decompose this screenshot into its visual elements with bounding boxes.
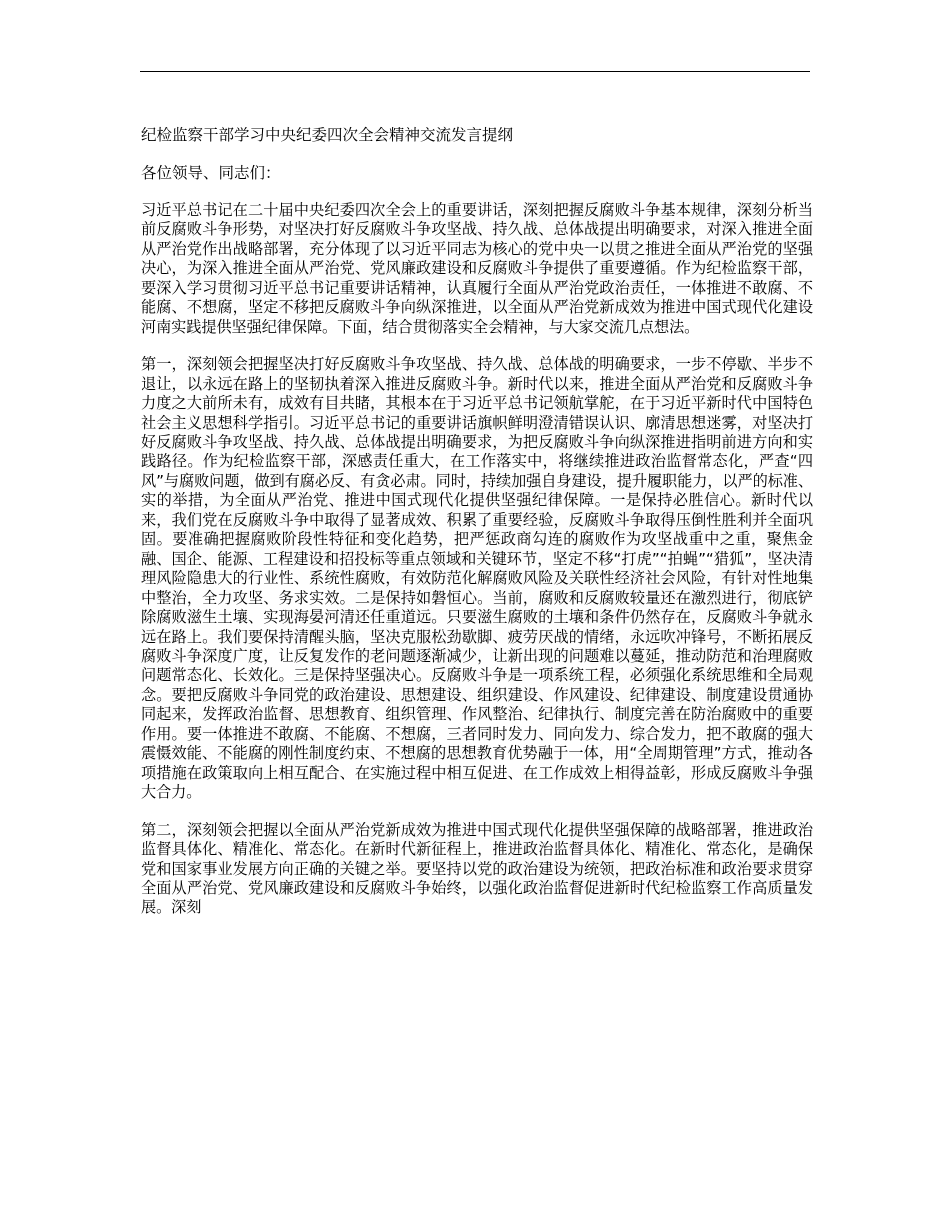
document-body (141, 123, 813, 936)
header-rule (140, 71, 810, 72)
paragraph-first-point: 第一，深刻领会把握坚决打好反腐败斗争攻坚战、持久战、总体战的明确要求，一步不停歇、半步不退让，以永远在路上的坚韧执着深入推进反腐败斗争。新时代以来，推进全面从严治党和反腐败斗争力度之大前所未有，成效有目共睹，其根本在于习近平总书记领航掌舵，在于习近平新时代中国特色社会主义思想科学指引。习近平总书记的重要讲话旗帜鲜明澄清错误认识、廓清思想迷雾，对坚决打好反腐败斗争攻坚战、持久战、总体战提出明确要求，为把反腐败斗争向纵深推进指明前进方向和实践路径。作为纪检监察干部，深感责任重大，在工作落实中，将继续推进政治监督常态化，严查“四风”与腐败问题，做到有腐必反、有贪必肃。同时，持续加强自身建设，提升履职能力，以严的标准、实的举措，为全面从严治党、推进中国式现代化提供坚强纪律保障。一是保持必胜信心。新时代以来，我们党在反腐败斗争中取得了显著成效、积累了重要经验，反腐败斗争取得压倒性胜利并全面巩固。要准确把握腐败阶段性特征和变化趋势，把严惩政商勾连的腐败作为攻坚战重中之重，聚焦金融、国企、能源、工程建设和招投标等重点领域和关键环节，坚定不移“打虎”“拍蝇”“猎狐”，坚决清理风险隐患大的行业性、系统性腐败，有效防范化解腐败风险及关联性经济社会风险，有针对性地集中整治，全力攻坚、务求实效。二是保持如磐恒心。当前，腐败和反腐败较量还在激烈进行，彻底铲除腐败滋生土壤、实现海晏河清还任重道远。只要滋生腐败的土壤和条件仍然存在，反腐败斗争就永远在路上。我们要保持清醒头脑，坚决克服松劲歇脚、疲劳厌战的情绪，永远吹冲锋号，不断拓展反腐败斗争深度广度，让反复发作的老问题逐渐减少，让新出现的问题难以蔓延，推动防范和治理腐败问题常态化、长效化。三是保持坚强决心。反腐败斗争是一项系统工程，必须强化系统思维和全局观念。要把反腐败斗争同党的政治建设、思想建设、组织建设、作风建设、纪律建设、制度建设贯通协同起来，发挥政治监督、思想教育、组织管理、作风整治、纪律执行、制度完善在防治腐败中的重要作用。要一体推进不敢腐、不能腐、不想腐，三者同时发力、同向发力、综合发力，把不敢腐的强大震慑效能、不能腐的刚性制度约束、不想腐的思想教育优势融于一体，用“全周期管理”方式，推动各项措施在政策取向上相互配合、在实施过程中相互促进、在工作成效上相得益彰，形成反腐败斗争强大合力。 (141, 355, 813, 802)
paragraph-second-point: 第二，深刻领会把握以全面从严治党新成效为推进中国式现代化提供坚强保障的战略部署，推进政治监督具体化、精准化、常态化。在新时代新征程上，推进政治监督具体化、精准化、常态化，是确保党和国家事业发展方向正确的关键之举。要坚持以党的政治建设为统领，把政治标准和政治要求贯穿全面从严治党、党风廉政建设和反腐败斗争始终，以强化政治监督促进新时代纪检监察工作高质量发展。深刻 (141, 820, 813, 917)
document-title: 纪检监察干部学习中央纪委四次全会精神交流发言提纲 (141, 126, 514, 144)
salutation: 各位领导、同志们： (141, 164, 281, 182)
paragraph-intro: 习近平总书记在二十届中央纪委四次全会上的重要讲话，深刻把握反腐败斗争基本规律，深刻分析当前反腐败斗争形势，对坚决打好反腐败斗争攻坚战、持久战、总体战提出明确要求，对深入推进全面从严治党作出战略部署，充分体现了以习近平同志为核心的党中央一以贯之推进全面从严治党的坚强决心，为深入推进全面从严治党、党风廉政建设和反腐败斗争提供了重要遵循。作为纪检监察干部，要深入学习贯彻习近平总书记重要讲话精神，认真履行全面从严治党政治责任，一体推进不敢腐、不能腐、不想腐，坚定不移把反腐败斗争向纵深推进，以全面从严治党新成效为推进中国式现代化建设河南实践提供坚强纪律保障。下面，结合贯彻落实全会精神，与大家交流几点想法。 (141, 201, 813, 336)
